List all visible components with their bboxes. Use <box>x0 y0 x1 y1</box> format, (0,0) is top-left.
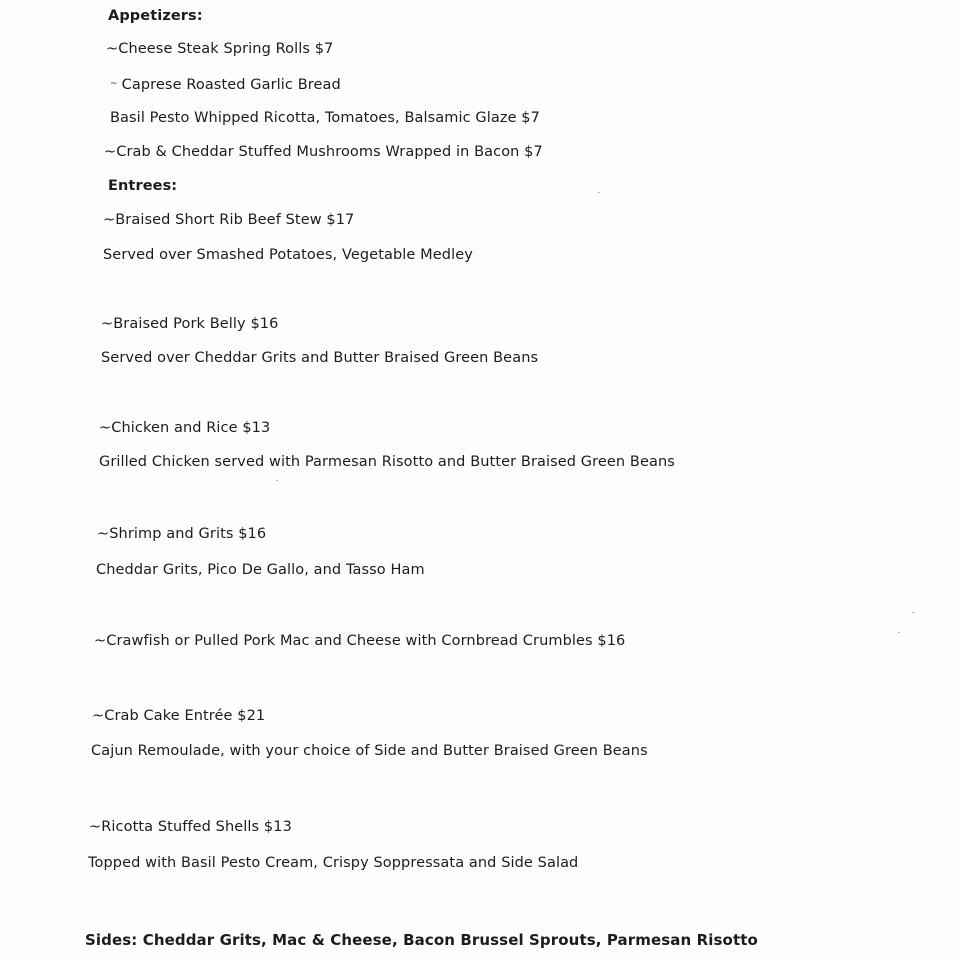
scan-speck <box>276 480 278 481</box>
appetizer-caprese-label: Caprese Roasted Garlic Bread <box>121 77 341 93</box>
tilde-mark: ~ <box>110 79 118 89</box>
entree-description: Cajun Remoulade, with your choice of Side and Butter Braised Green Beans <box>91 743 648 759</box>
scan-speck <box>598 192 600 193</box>
entree-name: ~Crab Cake Entrée $21 <box>92 708 266 724</box>
scan-speck <box>898 632 900 633</box>
entree-description: Topped with Basil Pesto Cream, Crispy Soppressata and Side Salad <box>88 855 579 871</box>
entree-name: ~Braised Short Rib Beef Stew $17 <box>103 212 355 228</box>
appetizer-crab-mushrooms: ~Crab & Cheddar Stuffed Mushrooms Wrapped in Bacon $7 <box>104 144 543 160</box>
sides-list: Sides: Cheddar Grits, Mac & Cheese, Bacon Brussel Sprouts, Parmesan Risotto <box>85 931 758 949</box>
entrees-heading: Entrees: <box>108 178 178 194</box>
entree-name: ~Shrimp and Grits $16 <box>97 526 267 542</box>
scan-speck <box>912 612 914 613</box>
appetizers-heading: Appetizers: <box>108 8 203 24</box>
entree-name: ~Crawfish or Pulled Pork Mac and Cheese with Cornbread Crumbles $16 <box>94 633 626 649</box>
entree-description: Cheddar Grits, Pico De Gallo, and Tasso Ham <box>96 562 425 578</box>
appetizer-caprese-description: Basil Pesto Whipped Ricotta, Tomatoes, Balsamic Glaze $7 <box>110 110 540 126</box>
entree-description: Served over Cheddar Grits and Butter Braised Green Beans <box>101 350 539 366</box>
entree-description: Served over Smashed Potatoes, Vegetable Medley <box>103 247 473 263</box>
entree-name: ~Ricotta Stuffed Shells $13 <box>89 819 292 835</box>
entree-name: ~Chicken and Rice $13 <box>99 420 271 436</box>
entree-description: Grilled Chicken served with Parmesan Risotto and Butter Braised Green Beans <box>99 454 675 470</box>
appetizer-cheese-steak-spring-rolls: ~Cheese Steak Spring Rolls $7 <box>106 41 334 57</box>
appetizer-caprese-garlic-bread <box>110 75 341 94</box>
entree-name: ~Braised Pork Belly $16 <box>101 316 279 332</box>
